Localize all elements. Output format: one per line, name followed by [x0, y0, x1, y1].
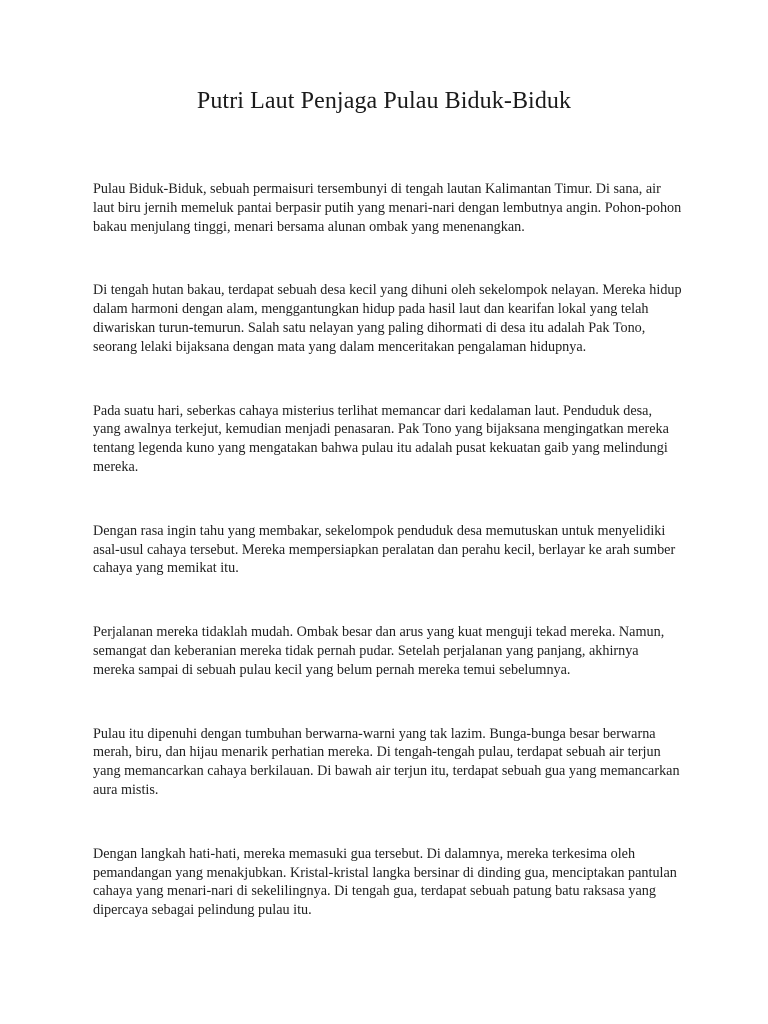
document-body [93, 180, 683, 965]
paragraph-2: Di tengah hutan bakau, terdapat sebuah desa kecil yang dihuni oleh sekelompok nelayan. Mereka hidup dalam harmoni dengan alam, menggantungkan hidup pada hasil laut dan kearifan lokal yang telah diwariskan turun-temurun. Salah satu nelayan yang paling dihormati di desa itu adalah Pak Tono, seorang lelaki bijaksana dengan mata yang dalam menceritakan pengalaman hidupnya. [93, 282, 682, 355]
paragraph-7: Dengan langkah hati-hati, mereka memasuki gua tersebut. Di dalamnya, mereka terkesima oleh pemandangan yang menakjubkan. Kristal-kristal langka bersinar di dinding gua, menciptakan pantulan cahaya yang menari-nari di sekelilingnya. Di tengah gua, terdapat sebuah patung batu raksasa yang dipercaya sebagai pelindung pulau itu. [93, 845, 677, 919]
paragraph-6: Pulau itu dipenuhi dengan tumbuhan berwarna-warni yang tak lazim. Bunga-bunga besar berwarna merah, biru, dan hijau menarik perhatian mereka. Di tengah-tengah pulau, terdapat sebuah air terjun yang memancarkan cahaya berkilauan. Di bawah air terjun itu, terdapat sebuah gua yang memancarkan aura mistis. [93, 725, 680, 798]
paragraph-1: Pulau Biduk-Biduk, sebuah permaisuri tersembunyi di tengah lautan Kalimantan Timur. Di sana, air laut biru jernih memeluk pantai berpasir putih yang menari-nari dengan lembutnya angin. Pohon-pohon bakau menjulang tinggi, menari bersama alunan ombak yang menenangkan. [93, 181, 682, 235]
paragraph-4: Dengan rasa ingin tahu yang membakar, sekelompok penduduk desa memutuskan untuk menyelidiki asal-usul cahaya tersebut. Mereka mempersiapkan peralatan dan perahu kecil, berlayar ke arah sumber cahaya yang memikat itu. [93, 522, 676, 577]
paragraph-3: Pada suatu hari, seberkas cahaya misterius terlihat memancar dari kedalaman laut. Penduduk desa, yang awalnya terkejut, kemudian menjadi penasaran. Pak Tono yang bijaksana mengingatkan mereka tentang legenda kuno yang mengatakan bahwa pulau itu adalah pusat kekuatan gaib yang melindungi mereka. [93, 402, 669, 475]
paragraph-5: Perjalanan mereka tidaklah mudah. Ombak besar dan arus yang kuat menguji tekad mereka. Namun, semangat dan keberanian mereka tidak pernah pudar. Setelah perjalanan yang panjang, akhirnya mereka sampai di sebuah pulau kecil yang belum pernah mereka temui sebelumnya. [93, 624, 665, 678]
document-title: Putri Laut Penjaga Pulau Biduk-Biduk [196, 88, 572, 114]
